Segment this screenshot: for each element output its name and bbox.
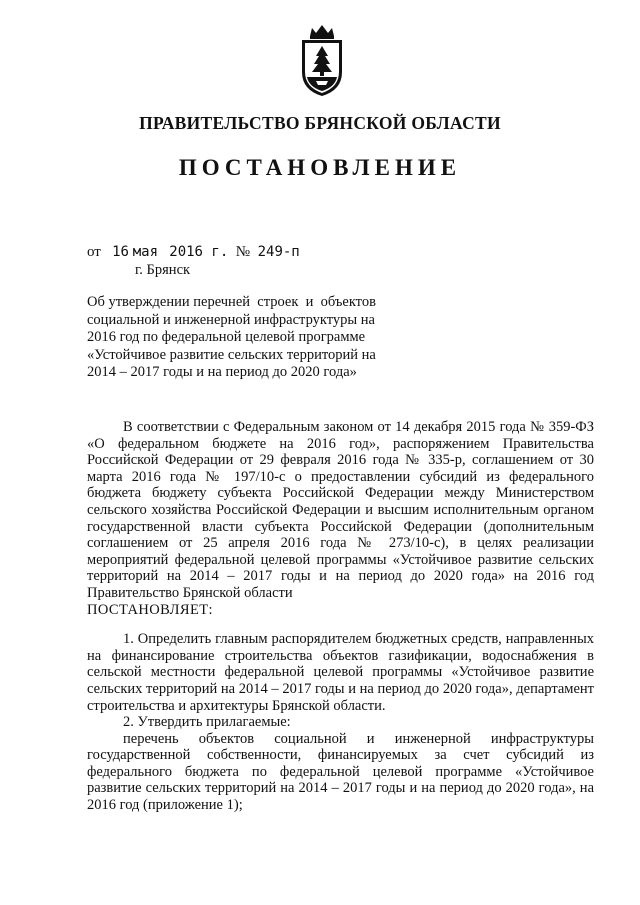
decree-word: ПОСТАНОВЛЯЕТ: xyxy=(87,601,213,618)
document-subject xyxy=(87,294,417,382)
registration-line xyxy=(87,244,300,261)
date-day: 16 xyxy=(112,244,129,260)
document-type-heading: ПОСТАНОВЛЕНИЕ xyxy=(178,155,462,180)
document-body xyxy=(87,419,594,814)
government-title: ПРАВИТЕЛЬСТВО БРЯНСКОЙ ОБЛАСТИ xyxy=(139,113,501,133)
city-name: г. Брянск xyxy=(135,262,191,278)
number-sign: № xyxy=(235,244,251,260)
bryansk-coat-of-arms-emblem xyxy=(298,24,346,98)
date-year: 2016 г. xyxy=(169,244,229,260)
item-paragraph: перечень объектов социальной и инженерной инфраструктуры государственной собственности, финансируемых за счет субсидий из федерального бюджета по федеральной целевой программе «Устойчивое развитие сельских территорий на 2014 – 2017 годы и на период до 2020 года», на 2016 год (приложение 1); xyxy=(87,730,594,814)
date-prefix: от xyxy=(87,244,101,260)
subject-line: «Устойчивое развитие сельских территорий на xyxy=(87,346,376,363)
item-paragraph: 2. Утвердить прилагаемые: xyxy=(123,714,291,731)
preamble-paragraph: В соответствии с Федеральным законом от 14 декабря 2015 года № 359-ФЗ «О федеральном бюджете на 2016 год», распоряжением Правительства Российской Федерации от 29 февраля 2016 года № 335-р, соглашением от 30 марта 2016 года № 197/10-с о предоставлении субсидий из федерального бюджета бюджету субъекта Российской Федерации между Министерством сельского хозяйства Российской Федерации и высшим исполнительным органом государственной власти субъекта Российской Федерации (дополнительным соглашением от 25 апреля 2016 года № 273/10-с), в целях реализации мероприятий федеральной целевой программы «Устойчивое развитие сельских территорий на 2014 – 2017 годы и на период до 2020 года» на 2016 год Правительство Брянской области xyxy=(87,419,594,601)
subject-line: 2016 год по федеральной целевой программе xyxy=(87,329,366,346)
document-number: 249-п xyxy=(257,244,300,260)
date-month: мая xyxy=(132,244,159,260)
item-paragraph: 1. Определить главным распорядителем бюджетных средств, направленных на финансирование строительства объектов газификации, водоснабжения в сельской местности федеральной целевой программы «Устойчивое развитие сельских территорий на 2014 – 2017 годы и на период до 2020 года», департамент строительства и архитектуры Брянской области. xyxy=(87,631,594,714)
subject-line: Об утверждении перечней строек и объектов xyxy=(87,294,376,310)
subject-line: социальной и инженерной инфраструктуры на xyxy=(87,311,375,328)
subject-line: 2014 – 2017 годы и на период до 2020 года» xyxy=(87,364,357,381)
